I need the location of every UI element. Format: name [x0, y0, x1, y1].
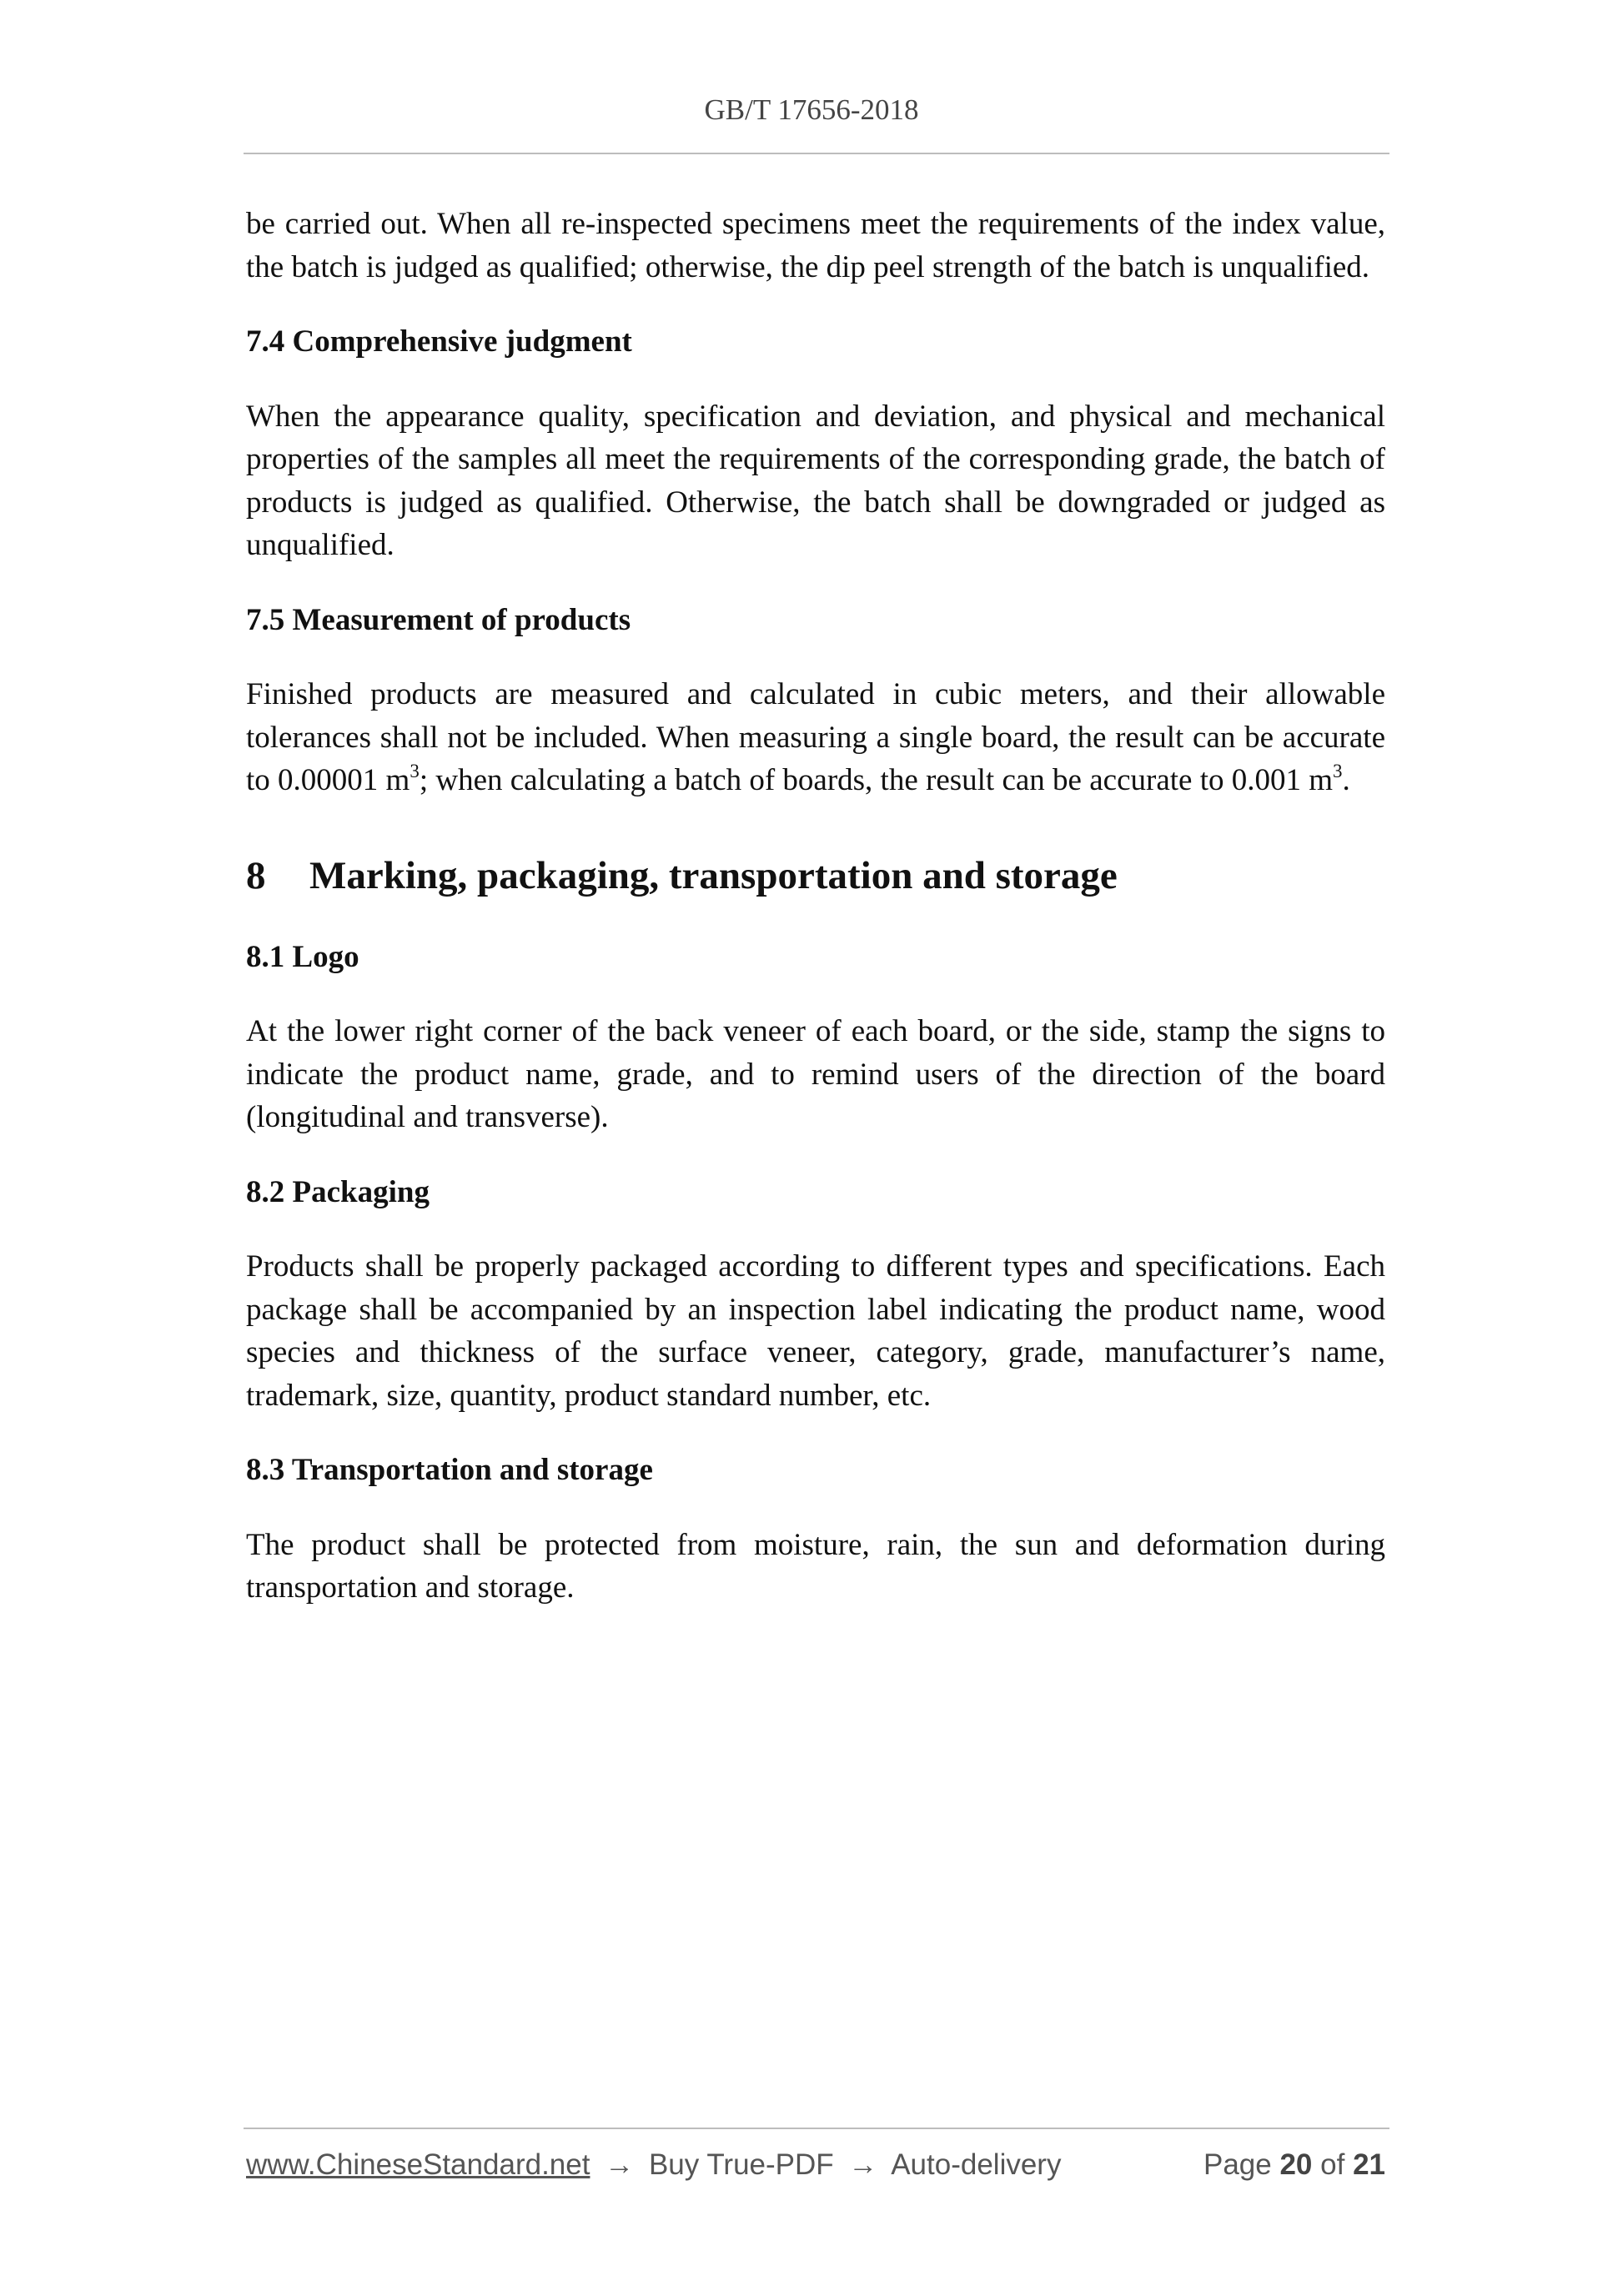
- auto-delivery-text: Auto-delivery: [891, 2148, 1062, 2181]
- arrow-right-icon: →: [605, 2148, 635, 2181]
- page-body: [246, 203, 1385, 1641]
- superscript-cubic-2: 3: [1333, 760, 1343, 781]
- chapter-8-heading: [246, 851, 1385, 901]
- section-8-3-paragraph: The product shall be protected from moisture, rain, the sun and deformation during transportation and storage.: [246, 1527, 1385, 1605]
- section-7-5-text-part-2: ; when calculating a batch of boards, the result can be accurate to 0.001 m: [419, 763, 1333, 797]
- total-pages: 21: [1353, 2148, 1385, 2181]
- arrow-right-icon: →: [848, 2148, 878, 2181]
- footer-links: [246, 2148, 1061, 2182]
- continued-paragraph: be carried out. When all re-inspected specimens meet the requirements of the index value, the batch is judged as qualified; otherwise, the dip peel strength of the batch is unqualified.: [246, 207, 1385, 284]
- page-footer: [246, 2148, 1385, 2182]
- page-header: [0, 93, 1623, 127]
- section-7-5-heading: 7.5 Measurement of products: [246, 602, 631, 637]
- section-7-5-text-part-1: Finished products are measured and calculated in cubic meters, and their allowable tolerances shall not be included. When measuring a single board, the result can be accurate to 0.00001 m: [246, 677, 1385, 797]
- page-label: Page: [1203, 2148, 1272, 2181]
- section-7-4-paragraph: When the appearance quality, specification and deviation, and physical and mechanical properties of the samples all meet the requirements of the corresponding grade, the batch of products is judged as qualified. Otherwise, the batch shall be downgraded or judged as unqualified.: [246, 399, 1385, 562]
- buy-pdf-text: Buy True-PDF: [648, 2148, 834, 2181]
- section-7-5-paragraph: [246, 673, 1385, 802]
- chapter-title: Marking, packaging, transportation and storage: [309, 853, 1118, 897]
- section-8-1-heading: 8.1 Logo: [246, 939, 359, 974]
- of-label: of: [1320, 2148, 1345, 2181]
- section-8-2-paragraph: Products shall be properly packaged according to different types and specifications. Each package shall be accompanied by an inspection label indicating the product name, wood species and thickness of the surface veneer, category, grade, manufacturer’s name, trademark, size, quantity, product standard number, etc.: [246, 1249, 1385, 1413]
- section-8-1-paragraph: At the lower right corner of the back veneer of each board, or the side, stamp the signs to indicate the product name, grade, and to remind users of the direction of the board (longitudinal and transverse).: [246, 1014, 1385, 1134]
- site-link[interactable]: www.ChineseStandard.net: [246, 2148, 590, 2181]
- footer-divider: [244, 2128, 1389, 2129]
- section-8-3-heading: 8.3 Transportation and storage: [246, 1453, 653, 1487]
- document-id: GB/T 17656-2018: [704, 93, 919, 126]
- current-page: 20: [1279, 2148, 1313, 2181]
- section-7-4-heading: 7.4 Comprehensive judgment: [246, 324, 632, 359]
- superscript-cubic-1: 3: [410, 760, 420, 781]
- page-number: [1203, 2148, 1385, 2182]
- section-7-5-text-part-3: .: [1342, 763, 1350, 797]
- section-8-2-heading: 8.2 Packaging: [246, 1174, 430, 1209]
- header-divider: [244, 153, 1389, 154]
- chapter-number: 8: [246, 853, 266, 897]
